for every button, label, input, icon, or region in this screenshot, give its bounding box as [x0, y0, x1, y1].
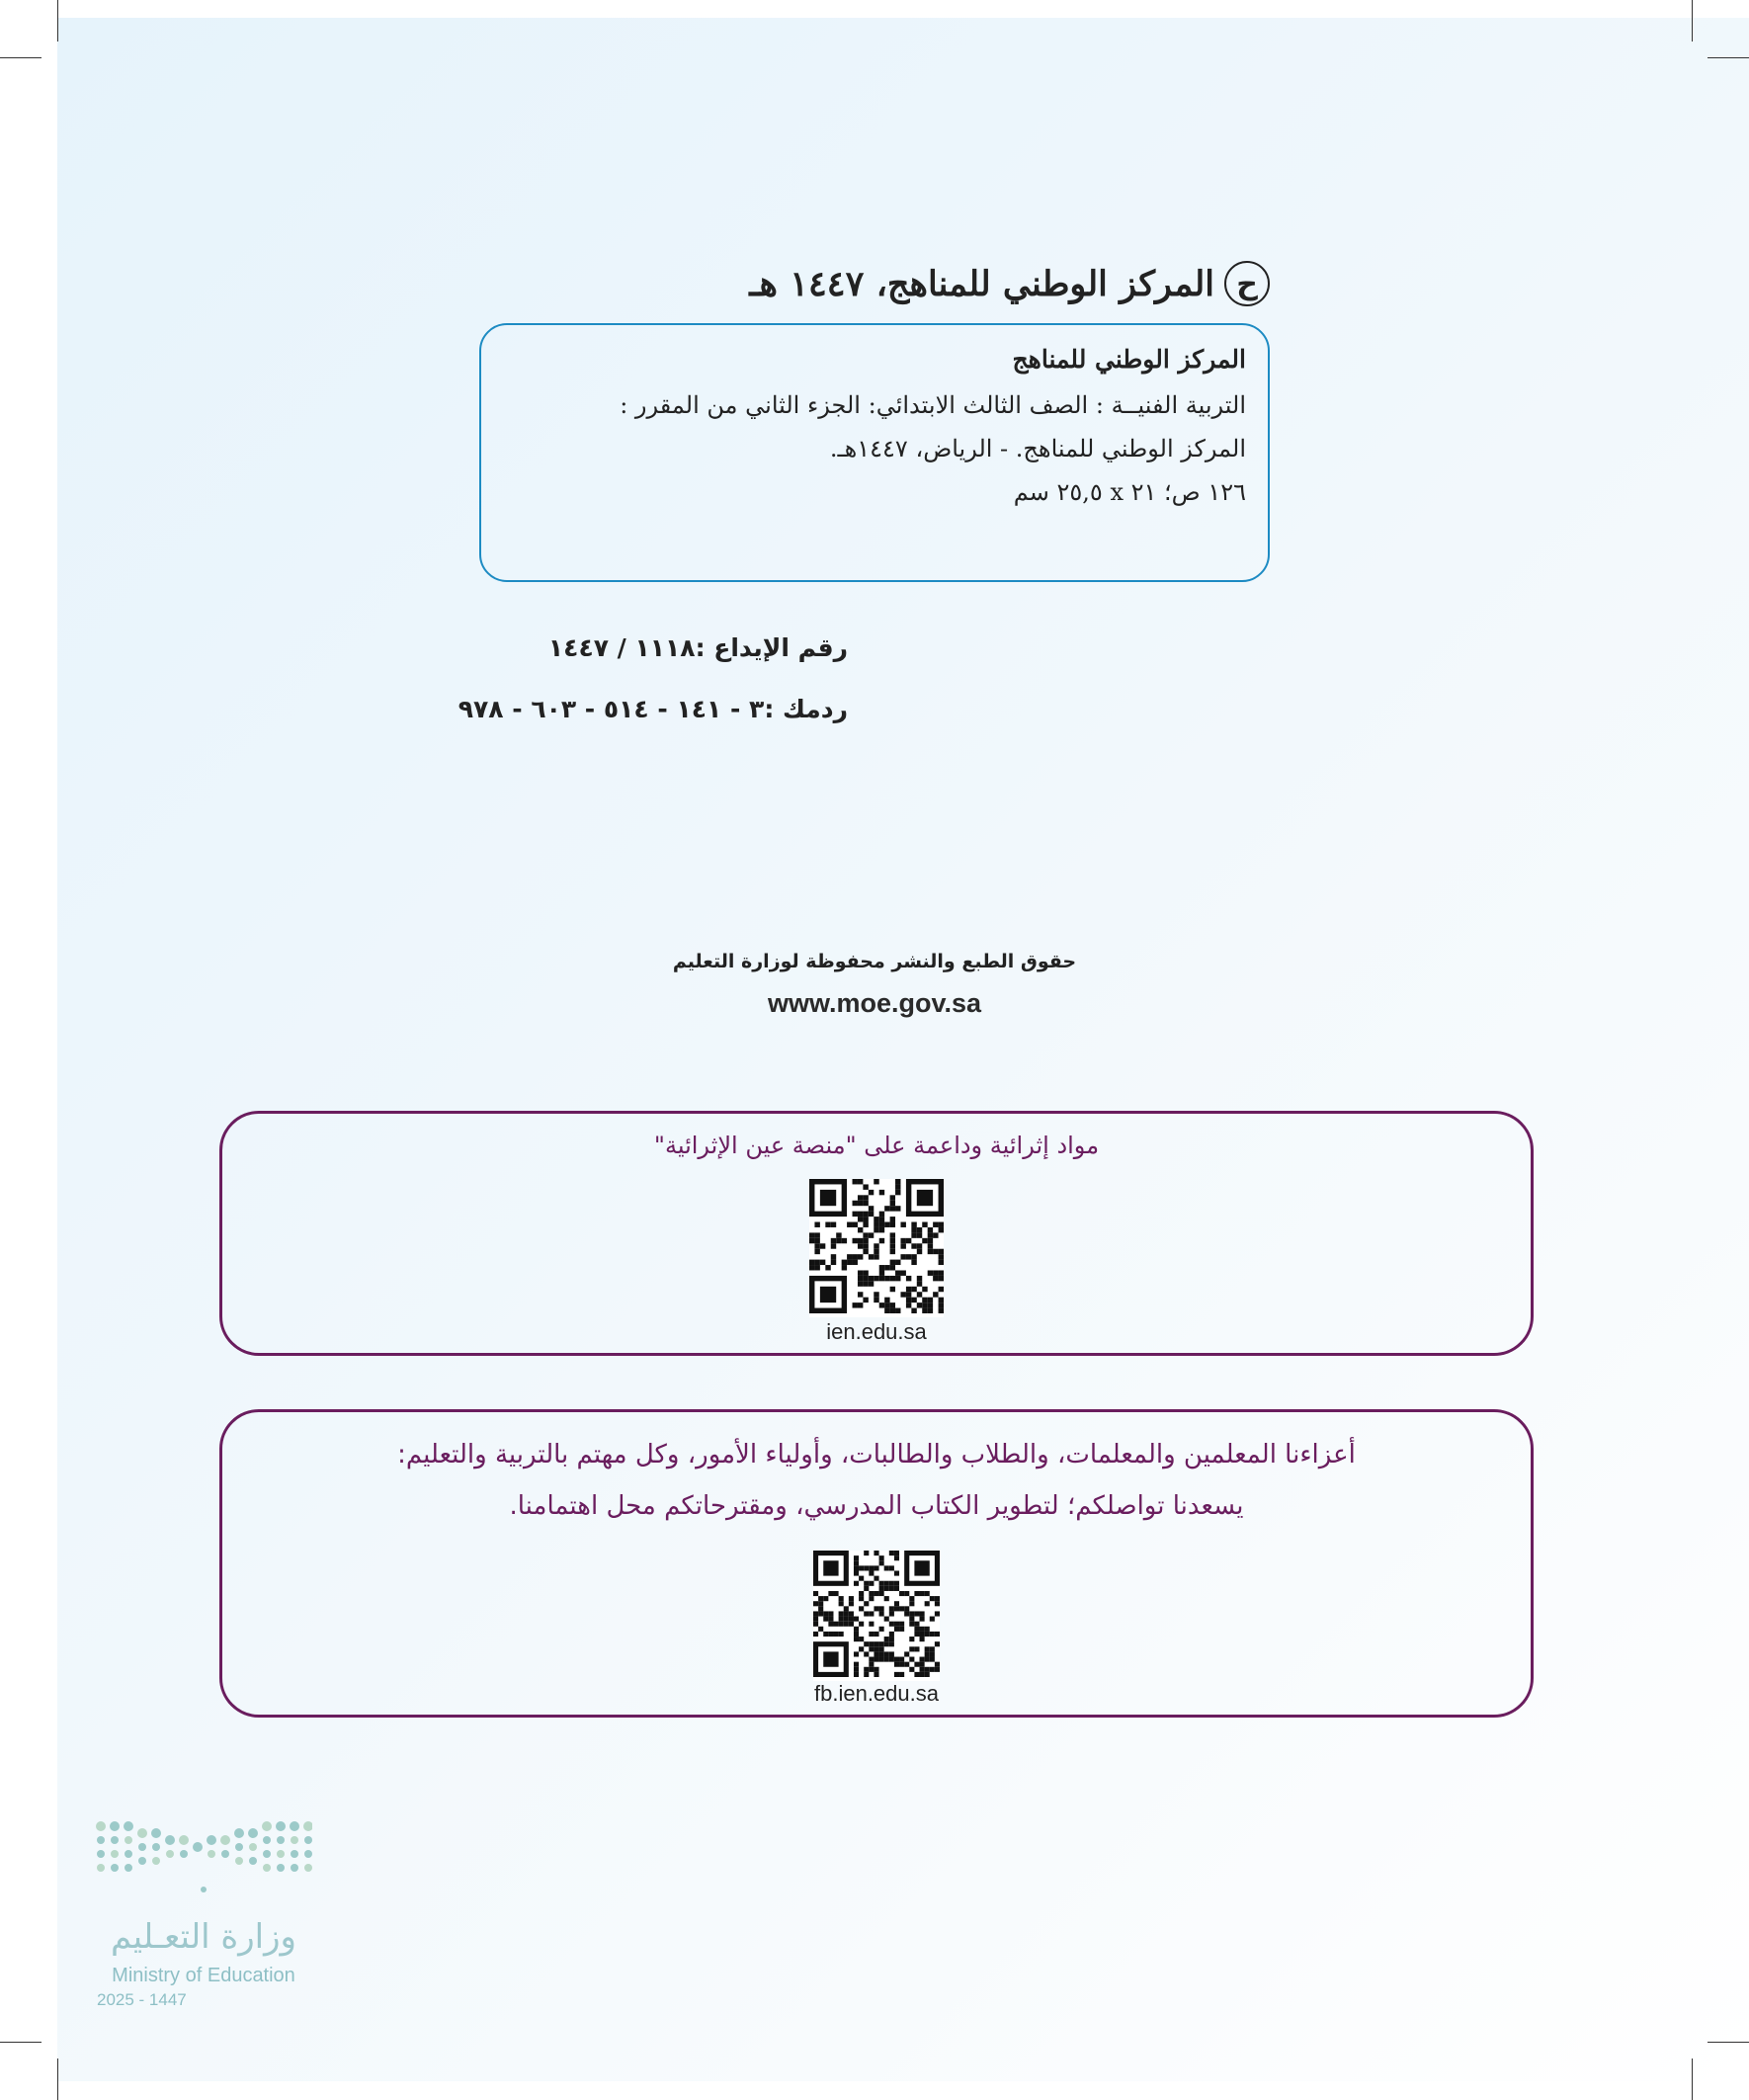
feedback-box	[219, 1409, 1534, 1718]
crop-mark	[1707, 2042, 1749, 2043]
qr-code[interactable]	[809, 1179, 944, 1317]
copyright-symbol: ح	[1224, 261, 1270, 306]
crop-mark	[57, 0, 58, 42]
qr-code-icon	[813, 1551, 940, 1677]
qr-code-icon	[809, 1179, 944, 1313]
deposit-number: رقم الإيداع :١١١٨ / ١٤٤٧	[547, 633, 848, 662]
copyright-line	[578, 259, 1270, 308]
crop-mark	[1707, 57, 1749, 58]
cataloging-box	[479, 323, 1270, 582]
feedback-line-1: أعزاءنا المعلمين والمعلمات، والطلاب والطالبات، وأولياء الأمور، وكل مهتم بالتربية والتعليم:	[397, 1440, 1356, 1470]
deposit-info	[354, 618, 848, 740]
logo-arabic-text: وزارة التعـليم	[111, 1917, 296, 1957]
logo-year: 2025 - 1447	[97, 1990, 187, 2009]
enrichment-text: مواد إثرائية وداعمة على "منصة عين الإثرائية"	[653, 1132, 1100, 1159]
crop-mark	[0, 57, 42, 58]
copyright-text: المركز الوطني للمناهج، ١٤٤٧ هـ	[749, 263, 1214, 304]
qr-label[interactable]: ien.edu.sa	[826, 1319, 927, 1344]
enrichment-box	[219, 1111, 1534, 1356]
catalog-title: المركز الوطني للمناهج	[1012, 345, 1246, 374]
crop-mark	[1692, 2058, 1693, 2100]
qr-code[interactable]	[813, 1551, 940, 1681]
feedback-line-2: يسعدنا تواصلكم؛ لتطوير الكتاب المدرسي، ومقترحاتكم محل اهتمامنا.	[509, 1491, 1244, 1521]
catalog-line: التربية الفنيــة : الصف الثالث الابتدائي: الجزء الثاني من المقرر :	[620, 391, 1246, 419]
crop-mark	[0, 2042, 42, 2043]
isbn-number: ردمك :٣ - ١٤١ - ٥١٤ - ٦٠٣ - ٩٧٨	[458, 695, 848, 723]
crop-mark	[57, 2058, 58, 2100]
catalog-line: ١٢٦ ص؛ ٢١ x ٢٥,٥ سم	[1013, 478, 1246, 506]
logo-dots-icon	[95, 1818, 312, 1897]
logo-english-text: Ministry of Education	[112, 1965, 295, 1986]
ministry-logo	[95, 1818, 322, 2016]
qr-label[interactable]: fb.ien.edu.sa	[814, 1681, 939, 1706]
website-link[interactable]: www.moe.gov.sa	[767, 988, 982, 1018]
crop-mark	[1692, 0, 1693, 42]
catalog-line: المركز الوطني للمناهج. - الرياض، ١٤٤٧هـ.	[829, 435, 1246, 462]
rights-text: حقوق الطبع والنشر محفوظة لوزارة التعليم	[672, 951, 1077, 972]
